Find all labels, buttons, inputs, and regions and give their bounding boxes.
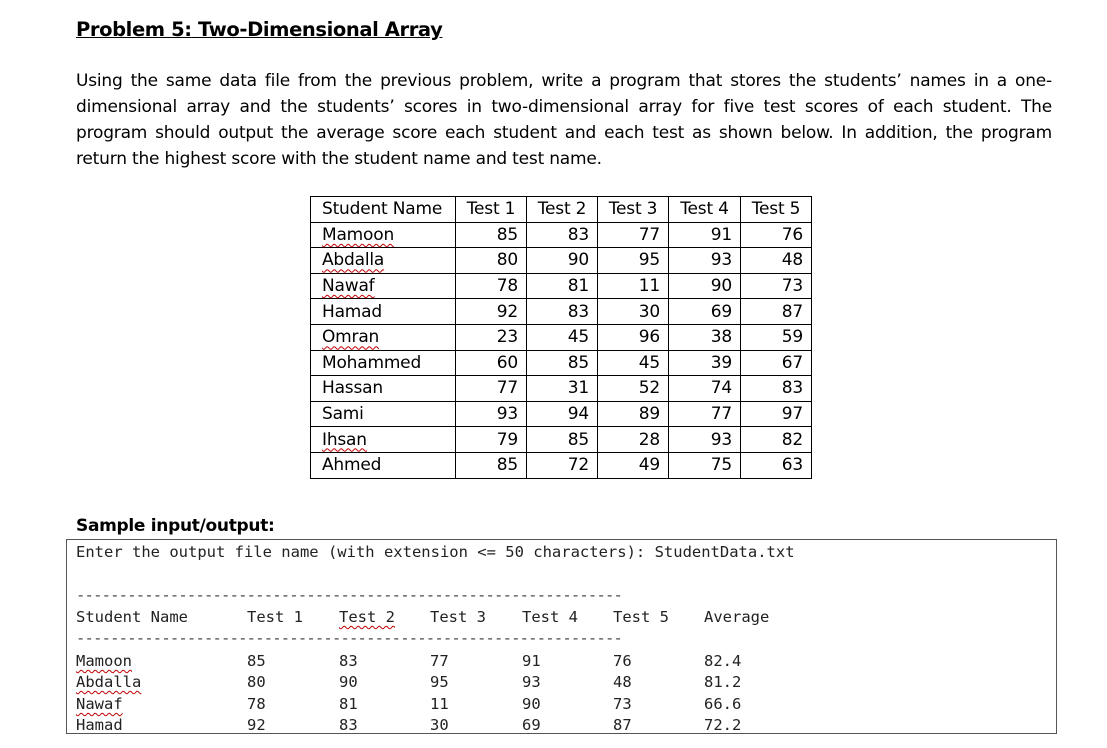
- table-header-row: [311, 197, 812, 223]
- table-row: [311, 427, 812, 453]
- student-name-cell: [311, 222, 456, 248]
- student-name-cell: [311, 350, 456, 376]
- console-divider-top: ----------------------------------------------------------------: [76, 586, 623, 604]
- score-cell-test-2: 90: [527, 248, 598, 274]
- student-name: Hassan: [322, 378, 383, 399]
- student-name: Ahmed: [322, 455, 382, 476]
- score-cell-test-4: 77: [669, 401, 741, 427]
- console-score-test-2: 90: [339, 673, 358, 691]
- score-cell-test-2: 31: [527, 376, 598, 402]
- console-header-average: Average: [704, 608, 770, 626]
- console-score-test-3: 30: [430, 716, 449, 734]
- header-test-1: Test 1: [456, 197, 527, 223]
- score-cell-test-4: 93: [669, 427, 741, 453]
- score-cell-test-3: 28: [598, 427, 669, 453]
- student-name-cell: [311, 401, 456, 427]
- score-cell-test-5: 87: [741, 299, 812, 325]
- header-test-5: Test 5: [741, 197, 812, 223]
- score-cell-test-4: 74: [669, 376, 741, 402]
- score-cell-test-3: 49: [598, 452, 669, 478]
- table-row: [311, 324, 812, 350]
- score-cell-test-3: 11: [598, 273, 669, 299]
- console-average: 72.2: [704, 716, 742, 734]
- console-score-test-5: 48: [613, 673, 632, 691]
- console-average: 82.4: [704, 652, 742, 670]
- sample-output-box: [66, 539, 1057, 734]
- console-divider-bottom: ----------------------------------------------------------------: [76, 629, 623, 647]
- console-score-test-1: 85: [247, 652, 266, 670]
- problem-title: [76, 18, 442, 41]
- score-cell-test-3: 89: [598, 401, 669, 427]
- console-score-test-5: 87: [613, 716, 632, 734]
- score-cell-test-3: 77: [598, 222, 669, 248]
- console-header-test-2: Test 2: [339, 608, 395, 626]
- score-cell-test-3: 96: [598, 324, 669, 350]
- score-cell-test-1: 77: [456, 376, 527, 402]
- console-prompt: Enter the output file name (with extension <= 50 characters): StudentData.txt: [76, 543, 795, 561]
- student-name: Mamoon: [322, 224, 395, 245]
- student-name-cell: [311, 273, 456, 299]
- problem-description: Using the same data file from the previous problem, write a program that stores the students’ names in a one-dimensional array and the students’ scores in two-dimensional array for five test scores of each student. The program should output the average score each student and each test as shown below. In addition, the program return the highest score with the student name and test name.: [76, 71, 1052, 169]
- student-name: Sami: [322, 404, 364, 425]
- score-cell-test-1: 79: [456, 427, 527, 453]
- score-cell-test-3: 30: [598, 299, 669, 325]
- score-cell-test-4: 39: [669, 350, 741, 376]
- score-cell-test-4: 90: [669, 273, 741, 299]
- header-test-2: Test 2: [527, 197, 598, 223]
- console-student-name: Mamoon: [76, 652, 132, 670]
- sample-label: Sample input/output:: [76, 516, 275, 536]
- score-cell-test-5: 76: [741, 222, 812, 248]
- student-name: Hamad: [322, 301, 382, 322]
- console-score-test-4: 91: [522, 652, 541, 670]
- console-score-test-5: 73: [613, 695, 632, 713]
- score-cell-test-2: 83: [527, 299, 598, 325]
- score-cell-test-1: 92: [456, 299, 527, 325]
- score-cell-test-1: 85: [456, 222, 527, 248]
- score-cell-test-1: 93: [456, 401, 527, 427]
- score-cell-test-5: 67: [741, 350, 812, 376]
- student-name: Nawaf: [322, 276, 375, 297]
- score-cell-test-3: 52: [598, 376, 669, 402]
- score-cell-test-5: 59: [741, 324, 812, 350]
- console-score-test-4: 69: [522, 716, 541, 734]
- console-average: 66.6: [704, 695, 742, 713]
- console-header-test-3: Test 3: [430, 608, 486, 626]
- score-cell-test-5: 63: [741, 452, 812, 478]
- console-score-test-1: 92: [247, 716, 266, 734]
- score-cell-test-4: 75: [669, 452, 741, 478]
- score-cell-test-2: 94: [527, 401, 598, 427]
- table-row: [311, 376, 812, 402]
- score-cell-test-4: 91: [669, 222, 741, 248]
- console-student-name: Abdalla: [76, 673, 142, 691]
- problem-number: Problem 5:: [76, 18, 192, 41]
- score-cell-test-4: 38: [669, 324, 741, 350]
- score-cell-test-2: 81: [527, 273, 598, 299]
- score-cell-test-5: 83: [741, 376, 812, 402]
- score-cell-test-1: 80: [456, 248, 527, 274]
- score-cell-test-5: 82: [741, 427, 812, 453]
- console-student-name: Hamad: [76, 716, 123, 734]
- score-cell-test-1: 78: [456, 273, 527, 299]
- console-score-test-1: 78: [247, 695, 266, 713]
- student-name: Abdalla: [322, 250, 385, 271]
- score-cell-test-2: 45: [527, 324, 598, 350]
- score-cell-test-1: 60: [456, 350, 527, 376]
- console-average: 81.2: [704, 673, 742, 691]
- table-row: [311, 299, 812, 325]
- student-name-cell: [311, 427, 456, 453]
- console-header-test-4: Test 4: [522, 608, 578, 626]
- problem-heading: Two-Dimensional Array: [191, 18, 443, 41]
- console-score-test-5: 76: [613, 652, 632, 670]
- score-cell-test-4: 93: [669, 248, 741, 274]
- score-cell-test-2: 85: [527, 350, 598, 376]
- score-cell-test-2: 72: [527, 452, 598, 478]
- console-score-test-4: 90: [522, 695, 541, 713]
- score-cell-test-1: 23: [456, 324, 527, 350]
- student-name-cell: [311, 248, 456, 274]
- table-row: [311, 273, 812, 299]
- console-student-name: Nawaf: [76, 695, 123, 713]
- table-row: [311, 350, 812, 376]
- console-score-test-2: 83: [339, 716, 358, 734]
- console-score-test-4: 93: [522, 673, 541, 691]
- console-header-test-1: Test 1: [247, 608, 303, 626]
- score-cell-test-4: 69: [669, 299, 741, 325]
- score-cell-test-2: 85: [527, 427, 598, 453]
- student-name: Omran: [322, 327, 380, 348]
- console-score-test-1: 80: [247, 673, 266, 691]
- console-score-test-3: 77: [430, 652, 449, 670]
- student-name: Ihsan: [322, 429, 367, 450]
- scores-table: [310, 196, 812, 479]
- header-test-4: Test 4: [669, 197, 741, 223]
- score-cell-test-3: 45: [598, 350, 669, 376]
- console-score-test-3: 95: [430, 673, 449, 691]
- console-score-test-2: 81: [339, 695, 358, 713]
- table-row: [311, 401, 812, 427]
- student-name-cell: [311, 299, 456, 325]
- score-cell-test-3: 95: [598, 248, 669, 274]
- score-cell-test-1: 85: [456, 452, 527, 478]
- score-cell-test-2: 83: [527, 222, 598, 248]
- console-score-test-2: 83: [339, 652, 358, 670]
- table-row: [311, 452, 812, 478]
- console-header-test-5: Test 5: [613, 608, 669, 626]
- student-name-cell: [311, 376, 456, 402]
- table-row: [311, 248, 812, 274]
- student-name-cell: [311, 324, 456, 350]
- header-student-name: Student Name: [311, 197, 456, 223]
- student-name-cell: [311, 452, 456, 478]
- score-cell-test-5: 97: [741, 401, 812, 427]
- student-name: Mohammed: [322, 352, 422, 373]
- score-cell-test-5: 48: [741, 248, 812, 274]
- console-header-student-name: Student Name: [76, 608, 188, 626]
- header-test-3: Test 3: [598, 197, 669, 223]
- console-score-test-3: 11: [430, 695, 449, 713]
- table-row: [311, 222, 812, 248]
- score-cell-test-5: 73: [741, 273, 812, 299]
